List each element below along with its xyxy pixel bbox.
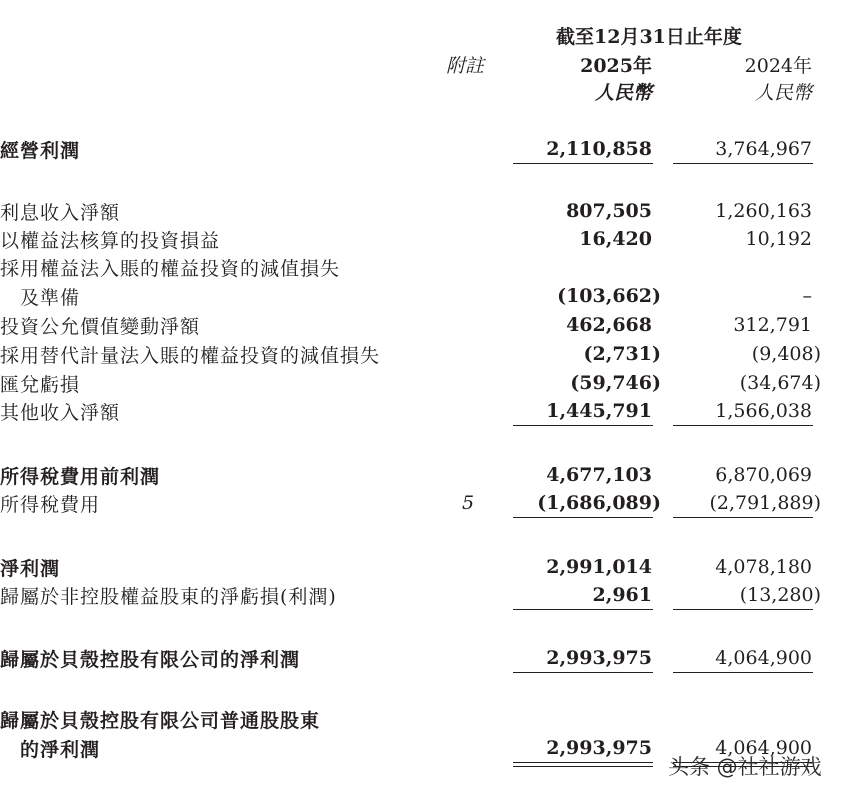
- value-current-attrib-company: 2,993,975: [546, 647, 652, 669]
- value-current-pretax-profit: 4,677,103: [546, 464, 652, 486]
- value-prior-attrib-ordinary: 4,064,900: [715, 737, 812, 759]
- note-column-heading: 附註: [446, 55, 485, 77]
- watermark-text: 头条 @社社游戏: [668, 755, 822, 779]
- row-label-equity-method: 以權益法核算的投資損益: [0, 230, 221, 252]
- row-label-operating-profit: 經營利潤: [0, 140, 81, 162]
- row-label-fx-loss: 匯兌虧損: [0, 374, 81, 396]
- value-prior-net-profit: 4,078,180: [715, 556, 812, 578]
- double-underline-current-top: [513, 762, 653, 763]
- note-ref-tax-expense: 5: [462, 492, 475, 514]
- value-prior-impairment-alternative: (9,408): [751, 343, 821, 365]
- underline-prior: [673, 609, 813, 610]
- row-label-pretax-profit: 所得稅費用前利潤: [0, 466, 161, 488]
- underline-current: [513, 672, 653, 673]
- value-prior-equity-method: 10,192: [745, 228, 812, 250]
- value-prior-tax-expense: (2,791,889): [709, 492, 821, 514]
- row-label-tax-expense: 所得稅費用: [0, 494, 101, 516]
- value-current-impairment-equity: (103,662): [557, 285, 661, 307]
- value-current-nci: 2,961: [592, 584, 652, 606]
- value-current-fx-loss: (59,746): [570, 372, 661, 394]
- underline-current: [513, 609, 653, 610]
- row-label-net-profit: 淨利潤: [0, 558, 61, 580]
- year-current-heading: 2025年: [580, 55, 652, 77]
- underline-prior: [673, 163, 813, 164]
- year-prior-heading: 2024年: [744, 55, 812, 77]
- value-prior-nci: (13,280): [739, 584, 821, 606]
- underline-current: [513, 517, 653, 518]
- value-current-operating-profit: 2,110,858: [546, 138, 652, 160]
- value-current-impairment-alternative: (2,731): [583, 343, 661, 365]
- row-label-impairment-equity-line1: 採用權益法入賬的權益投資的減值損失: [0, 258, 341, 280]
- row-label-fair-value: 投資公允價值變動淨額: [0, 316, 201, 338]
- value-prior-other-income: 1,566,038: [715, 400, 812, 422]
- row-label-interest-income: 利息收入淨額: [0, 202, 121, 224]
- value-current-tax-expense: (1,686,089): [537, 492, 661, 514]
- underline-current: [513, 425, 653, 426]
- row-label-impairment-alternative: 採用替代計量法入賬的權益投資的減值損失: [0, 345, 381, 367]
- value-prior-impairment-equity: –: [802, 285, 812, 307]
- period-heading: 截至12月31日止年度: [556, 26, 742, 48]
- double-underline-current-bottom: [513, 766, 653, 767]
- row-label-attrib-company: 歸屬於貝殼控股有限公司的淨利潤: [0, 649, 301, 671]
- value-current-attrib-ordinary: 2,993,975: [546, 737, 652, 759]
- value-prior-fair-value: 312,791: [733, 314, 812, 336]
- value-current-interest-income: 807,505: [566, 200, 652, 222]
- value-current-other-income: 1,445,791: [546, 400, 652, 422]
- row-label-impairment-equity-line2: 及準備: [20, 287, 81, 309]
- row-label-attrib-ordinary-line2: 的淨利潤: [20, 739, 101, 761]
- value-current-net-profit: 2,991,014: [546, 556, 652, 578]
- value-prior-pretax-profit: 6,870,069: [715, 464, 812, 486]
- value-current-fair-value: 462,668: [566, 314, 652, 336]
- underline-prior: [673, 425, 813, 426]
- underline-prior: [673, 517, 813, 518]
- row-label-nci: 歸屬於非控股權益股東的淨虧損(利潤): [0, 586, 337, 608]
- row-label-attrib-ordinary-line1: 歸屬於貝殼控股有限公司普通股股東: [0, 710, 321, 732]
- currency-prior-heading: 人民幣: [754, 82, 812, 104]
- row-label-other-income: 其他收入淨額: [0, 402, 121, 424]
- value-prior-interest-income: 1,260,163: [715, 200, 812, 222]
- underline-prior: [673, 672, 813, 673]
- value-prior-operating-profit: 3,764,967: [715, 138, 812, 160]
- value-prior-attrib-company: 4,064,900: [715, 647, 812, 669]
- value-current-equity-method: 16,420: [579, 228, 652, 250]
- value-prior-fx-loss: (34,674): [739, 372, 821, 394]
- currency-current-heading: 人民幣: [594, 82, 652, 104]
- underline-current: [513, 163, 653, 164]
